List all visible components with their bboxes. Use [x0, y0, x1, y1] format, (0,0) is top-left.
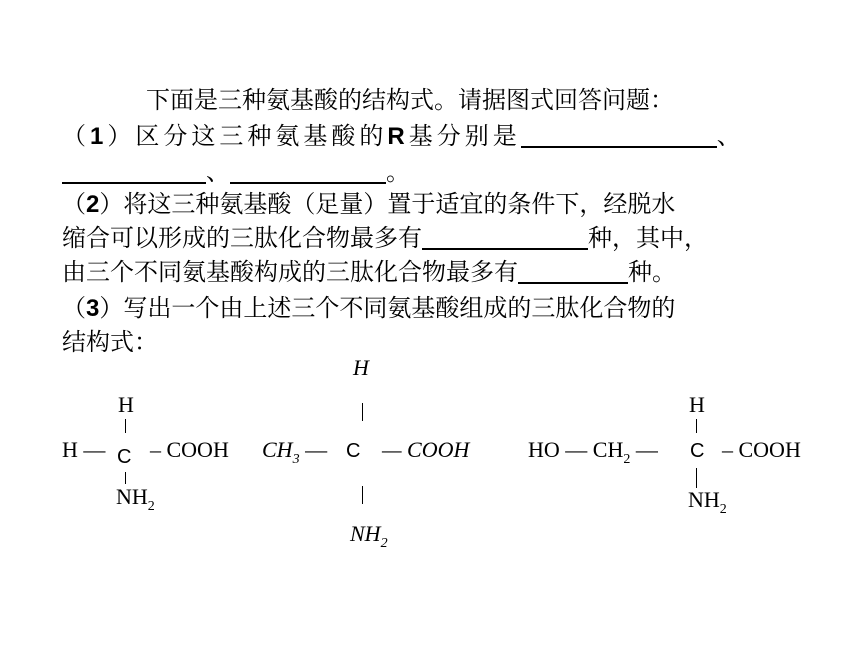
- serine-left: HO — $CH_2$ —: [528, 437, 658, 467]
- q3-number: 3: [86, 295, 100, 322]
- glycine-bond-bottom: [125, 472, 126, 484]
- question-1-line2: [62, 156, 410, 188]
- question-3-line1: （3）写出一个由上述三个不同氨基酸组成的三肽化合物的: [62, 294, 676, 322]
- question-2-line1: （2）将这三种氨基酸（足量）置于适宜的条件下，经脱水: [62, 190, 676, 218]
- serine-bond-top: [696, 419, 697, 433]
- glycine-left: H —: [62, 437, 106, 462]
- intro-line: 下面是三种氨基酸的结构式。请据图式回答问题：: [146, 86, 674, 114]
- question-2-line2: [62, 222, 708, 254]
- glycine-bottom: $NH_2$: [116, 484, 155, 514]
- serine-right: – COOH: [722, 437, 801, 462]
- q2-line2b: 种，其中，: [588, 224, 708, 252]
- alanine-bond-top: [362, 403, 363, 421]
- q2-number: 2: [86, 191, 100, 218]
- q2-blank-2[interactable]: [518, 258, 628, 284]
- glycine-bond-top: [125, 419, 126, 433]
- q1-blank-2[interactable]: [62, 158, 206, 184]
- glycine-center-c: C: [117, 446, 132, 468]
- alanine-center-c: C: [346, 440, 361, 462]
- alanine-right: — COOH: [382, 437, 470, 462]
- glycine-right: – COOH: [150, 437, 229, 462]
- q2-line3a: 由三个不同氨基酸构成的三肽化合物最多有: [62, 258, 518, 286]
- question-1-line1: （1）区分这三种氨基酸的R基分别是 、: [62, 122, 745, 150]
- q2-line3b: 种。: [628, 258, 676, 286]
- q1-text: 区分这三种氨基酸的: [135, 122, 388, 150]
- q2-blank-1[interactable]: [422, 224, 588, 250]
- q1-blank-1[interactable]: [521, 122, 717, 148]
- q1-sep-2: 、: [206, 158, 230, 186]
- q1-blank-3[interactable]: [230, 158, 386, 184]
- serine-bottom: $NH_2$: [688, 487, 727, 517]
- q1-r: R: [387, 123, 409, 150]
- glycine-top-h: H: [118, 392, 134, 417]
- q2-line1: 将这三种氨基酸（足量）置于适宜的条件下，经脱水: [123, 190, 676, 218]
- q1-rest: 基分别是: [408, 122, 521, 150]
- question-2-line3: [62, 256, 676, 288]
- alanine-left: $CH_3$ —: [262, 437, 328, 467]
- q1-end: 。: [386, 158, 410, 186]
- serine-top-h: H: [689, 392, 705, 417]
- alanine-bond-bottom: [362, 486, 363, 504]
- q1-number: 1: [90, 123, 108, 150]
- alanine-bottom: $NH_2$: [350, 521, 388, 551]
- q1-sep-1: 、: [716, 122, 745, 150]
- q3-line1: 写出一个由上述三个不同氨基酸组成的三肽化合物的: [123, 294, 676, 322]
- q2-line2a: 缩合可以形成的三肽化合物最多有: [62, 224, 422, 252]
- question-3-line2: 结构式：: [62, 328, 158, 356]
- alanine-top-h: H: [353, 355, 369, 380]
- serine-bond-bottom: [696, 468, 697, 488]
- serine-center-c: C: [690, 440, 705, 462]
